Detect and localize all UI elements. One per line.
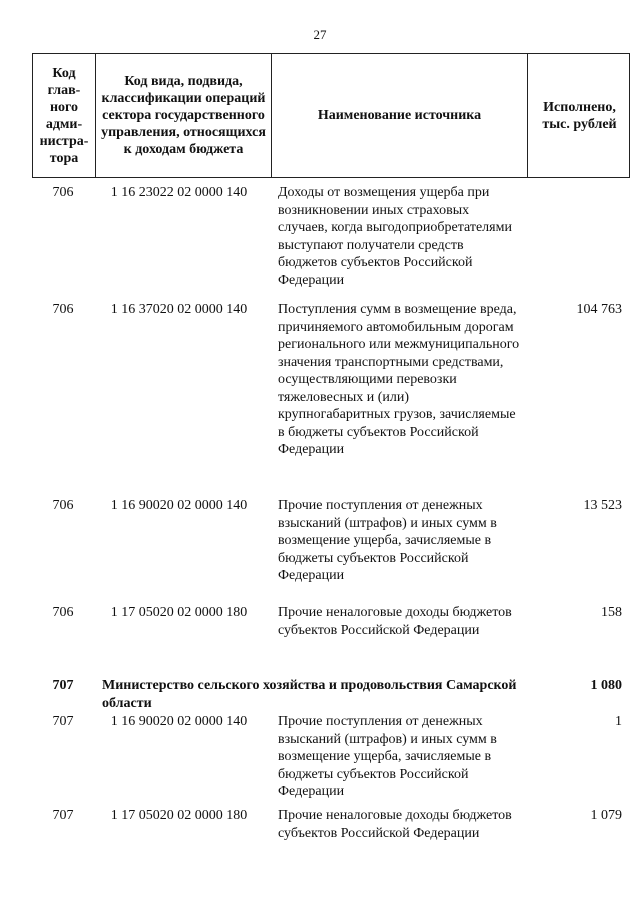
page-number: 27 [313,27,327,42]
amount [526,184,630,289]
source-name: Прочие поступления от денежных взысканий (штрафов) и иных сумм в возмещение ущерба, зачисляемые в бюджеты субъектов Российской Федерации [278,714,497,799]
admin-code: 707 [52,714,74,729]
source-name: Прочие неналоговые доходы бюджетов субъектов Российской Федерации [278,605,512,638]
amount: 158 [601,605,622,620]
amount: 1 [615,714,622,729]
table-row [32,184,630,289]
source-name: Прочие неналоговые доходы бюджетов субъектов Российской Федерации [278,808,512,841]
source-name: Прочие поступления от денежных взысканий (штрафов) и иных сумм в возмещение ущерба, зачисляемые в бюджеты субъектов Российской Федерации [278,498,497,583]
classification-code: 1 17 05020 02 0000 180 [110,808,248,823]
group-amount: 1 080 [590,678,622,693]
classification-code: 1 16 90020 02 0000 140 [110,498,248,513]
header-admin-code: Код глав-ного адми-нистра-тора [39,65,89,166]
classification-code: 1 16 37020 02 0000 140 [110,302,248,317]
admin-code: 707 [52,678,74,693]
amount: 104 763 [576,302,622,317]
source-name: Доходы от возмещения ущерба при возникновении иных страховых случаев, когда выгодоприобретателями выступают получатели средств бюджетов субъектов Российской Федерации [278,185,512,288]
table-row [32,497,630,585]
admin-code: 706 [52,302,74,317]
amount: 1 079 [590,808,622,823]
admin-code: 706 [52,185,74,200]
amount: 13 523 [583,498,622,513]
header-executed: Исполнено, тыс. рублей [527,54,631,177]
ministry-title: Министерство сельского хозяйства и продовольствия Самарской области [102,678,517,711]
classification-code: 1 16 23022 02 0000 140 [110,185,248,200]
header-source-name: Наименование источника [271,54,527,177]
table-row [32,604,630,639]
table-row [32,713,630,801]
table-header [32,53,630,178]
source-name: Поступления сумм в возмещение вреда, причиняемого автомобильным дорогам регионального или межмуниципального значения транспортными средствами, осуществляющими перевозки тяжеловесных и (или) крупногабаритных грузов, зачисляемые в бюджеты субъектов Российской Федерации [278,302,520,457]
admin-code: 706 [52,605,74,620]
table-row [32,301,630,459]
table-row [32,807,630,842]
admin-code: 706 [52,498,74,513]
classification-code: 1 16 90020 02 0000 140 [110,714,248,729]
admin-code: 707 [52,808,74,823]
header-classification-code: Код вида, подвида, классификации операций сектора государственного управления, относящихся к доходам бюджета [95,54,271,177]
classification-code: 1 17 05020 02 0000 180 [110,605,248,620]
ministry-group-row [32,677,630,712]
